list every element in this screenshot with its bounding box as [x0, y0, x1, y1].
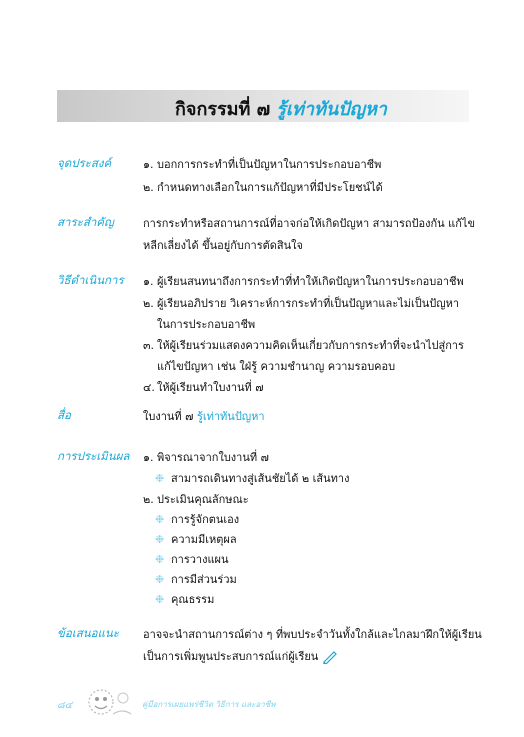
method-item: ๒. ผู้เรียนอภิปราย วิเคราะห์การกระทำที่เป็นปัญหาและไม่เป็นปัญหา: [143, 297, 459, 310]
page-number: ๘๔: [57, 700, 73, 711]
media-text: ใบงานที่ ๗ รู้เท่าทันปัญหา: [143, 410, 265, 423]
evaluation-label: การประเมินผล: [57, 449, 130, 463]
cartoon-decoration-icon: [79, 684, 137, 720]
evaluation-item: ๑. พิจารณาจากใบงานที่ ๗: [143, 451, 269, 464]
evaluation-subitem: ❉ การมีส่วนร่วม: [155, 573, 237, 586]
essence-line: หลีกเลี่ยงได้ ขึ้นอยู่กับการตัดสินใจ: [143, 239, 303, 252]
evaluation-subitem: ❉ การรู้จักตนเอง: [155, 513, 240, 526]
activity-number: กิจกรรมที่ ๗: [175, 99, 271, 120]
page-title: [175, 94, 387, 123]
flower-bullet-icon: ❉: [155, 593, 165, 606]
worksheet-title: รู้เท่าทันปัญหา: [196, 410, 265, 423]
page-footer: [57, 690, 317, 720]
media-label: สื่อ: [57, 408, 71, 422]
pencil-icon: [322, 650, 338, 664]
evaluation-subitem: ❉ ความมีเหตุผล: [155, 533, 237, 546]
essence-label: สาระสำคัญ: [57, 215, 114, 229]
flower-bullet-icon: ❉: [155, 553, 165, 566]
method-item-cont: ในการประกอบอาชีพ: [157, 318, 256, 331]
method-item: ๔. ให้ผู้เรียนทำใบงานที่ ๗: [143, 381, 264, 394]
activity-title: รู้เท่าทันปัญหา: [276, 99, 387, 120]
method-item: ๓. ให้ผู้เรียนร่วมแสดงความคิดเห็นเกี่ยวกับการกระทำที่จะนำไปสู่การ: [143, 339, 464, 352]
objective-item: ๑. บอกการกระทำที่เป็นปัญหาในการประกอบอาชีพ: [143, 158, 382, 171]
objective-item: ๒. กำหนดทางเลือกในการแก้ปัญหาที่มีประโยชน์ได้: [143, 181, 383, 194]
method-item-cont: แก้ไขปัญหา เช่น ใฝ่รู้ ความชำนาญ ความรอบคอบ: [157, 360, 396, 373]
evaluation-item: ๒. ประเมินคุณลักษณะ: [143, 493, 249, 506]
method-label: วิธีดำเนินการ: [57, 273, 124, 287]
objective-label: จุดประสงค์: [57, 156, 112, 170]
evaluation-subitem: ❉ คุณธรรม: [155, 593, 215, 606]
suggestion-label: ข้อเสนอแนะ: [57, 626, 119, 640]
flower-bullet-icon: ❉: [155, 533, 165, 546]
evaluation-subitem: ❉ สามารถเดินทางสู่เส้นชัยได้ ๒ เส้นทาง: [155, 472, 350, 485]
book-title: คู่มือการเผยแพร่ชีวิต วิธีการ และอาชีพ: [142, 700, 276, 709]
suggestion-line: เป็นการเพิ่มพูนประสบการณ์แก่ผู้เรียน: [143, 647, 338, 665]
flower-bullet-icon: ❉: [155, 472, 165, 485]
evaluation-subitem: ❉ การวางแผน: [155, 553, 229, 566]
flower-bullet-icon: ❉: [155, 513, 165, 526]
flower-bullet-icon: ❉: [155, 573, 165, 586]
essence-line: การกระทำหรือสถานการณ์ที่อาจก่อให้เกิดปัญหา สามารถป้องกัน แก้ไข: [143, 217, 475, 230]
suggestion-line: อาจจะนำสถานการณ์ต่าง ๆ ที่พบประจำวันทั้งใกล้และไกลมาฝึกให้ผู้เรียน: [143, 628, 482, 641]
method-item: ๑. ผู้เรียนสนทนาถึงการกระทำที่ทำให้เกิดปัญหาในการประกอบอาชีพ: [143, 275, 464, 288]
